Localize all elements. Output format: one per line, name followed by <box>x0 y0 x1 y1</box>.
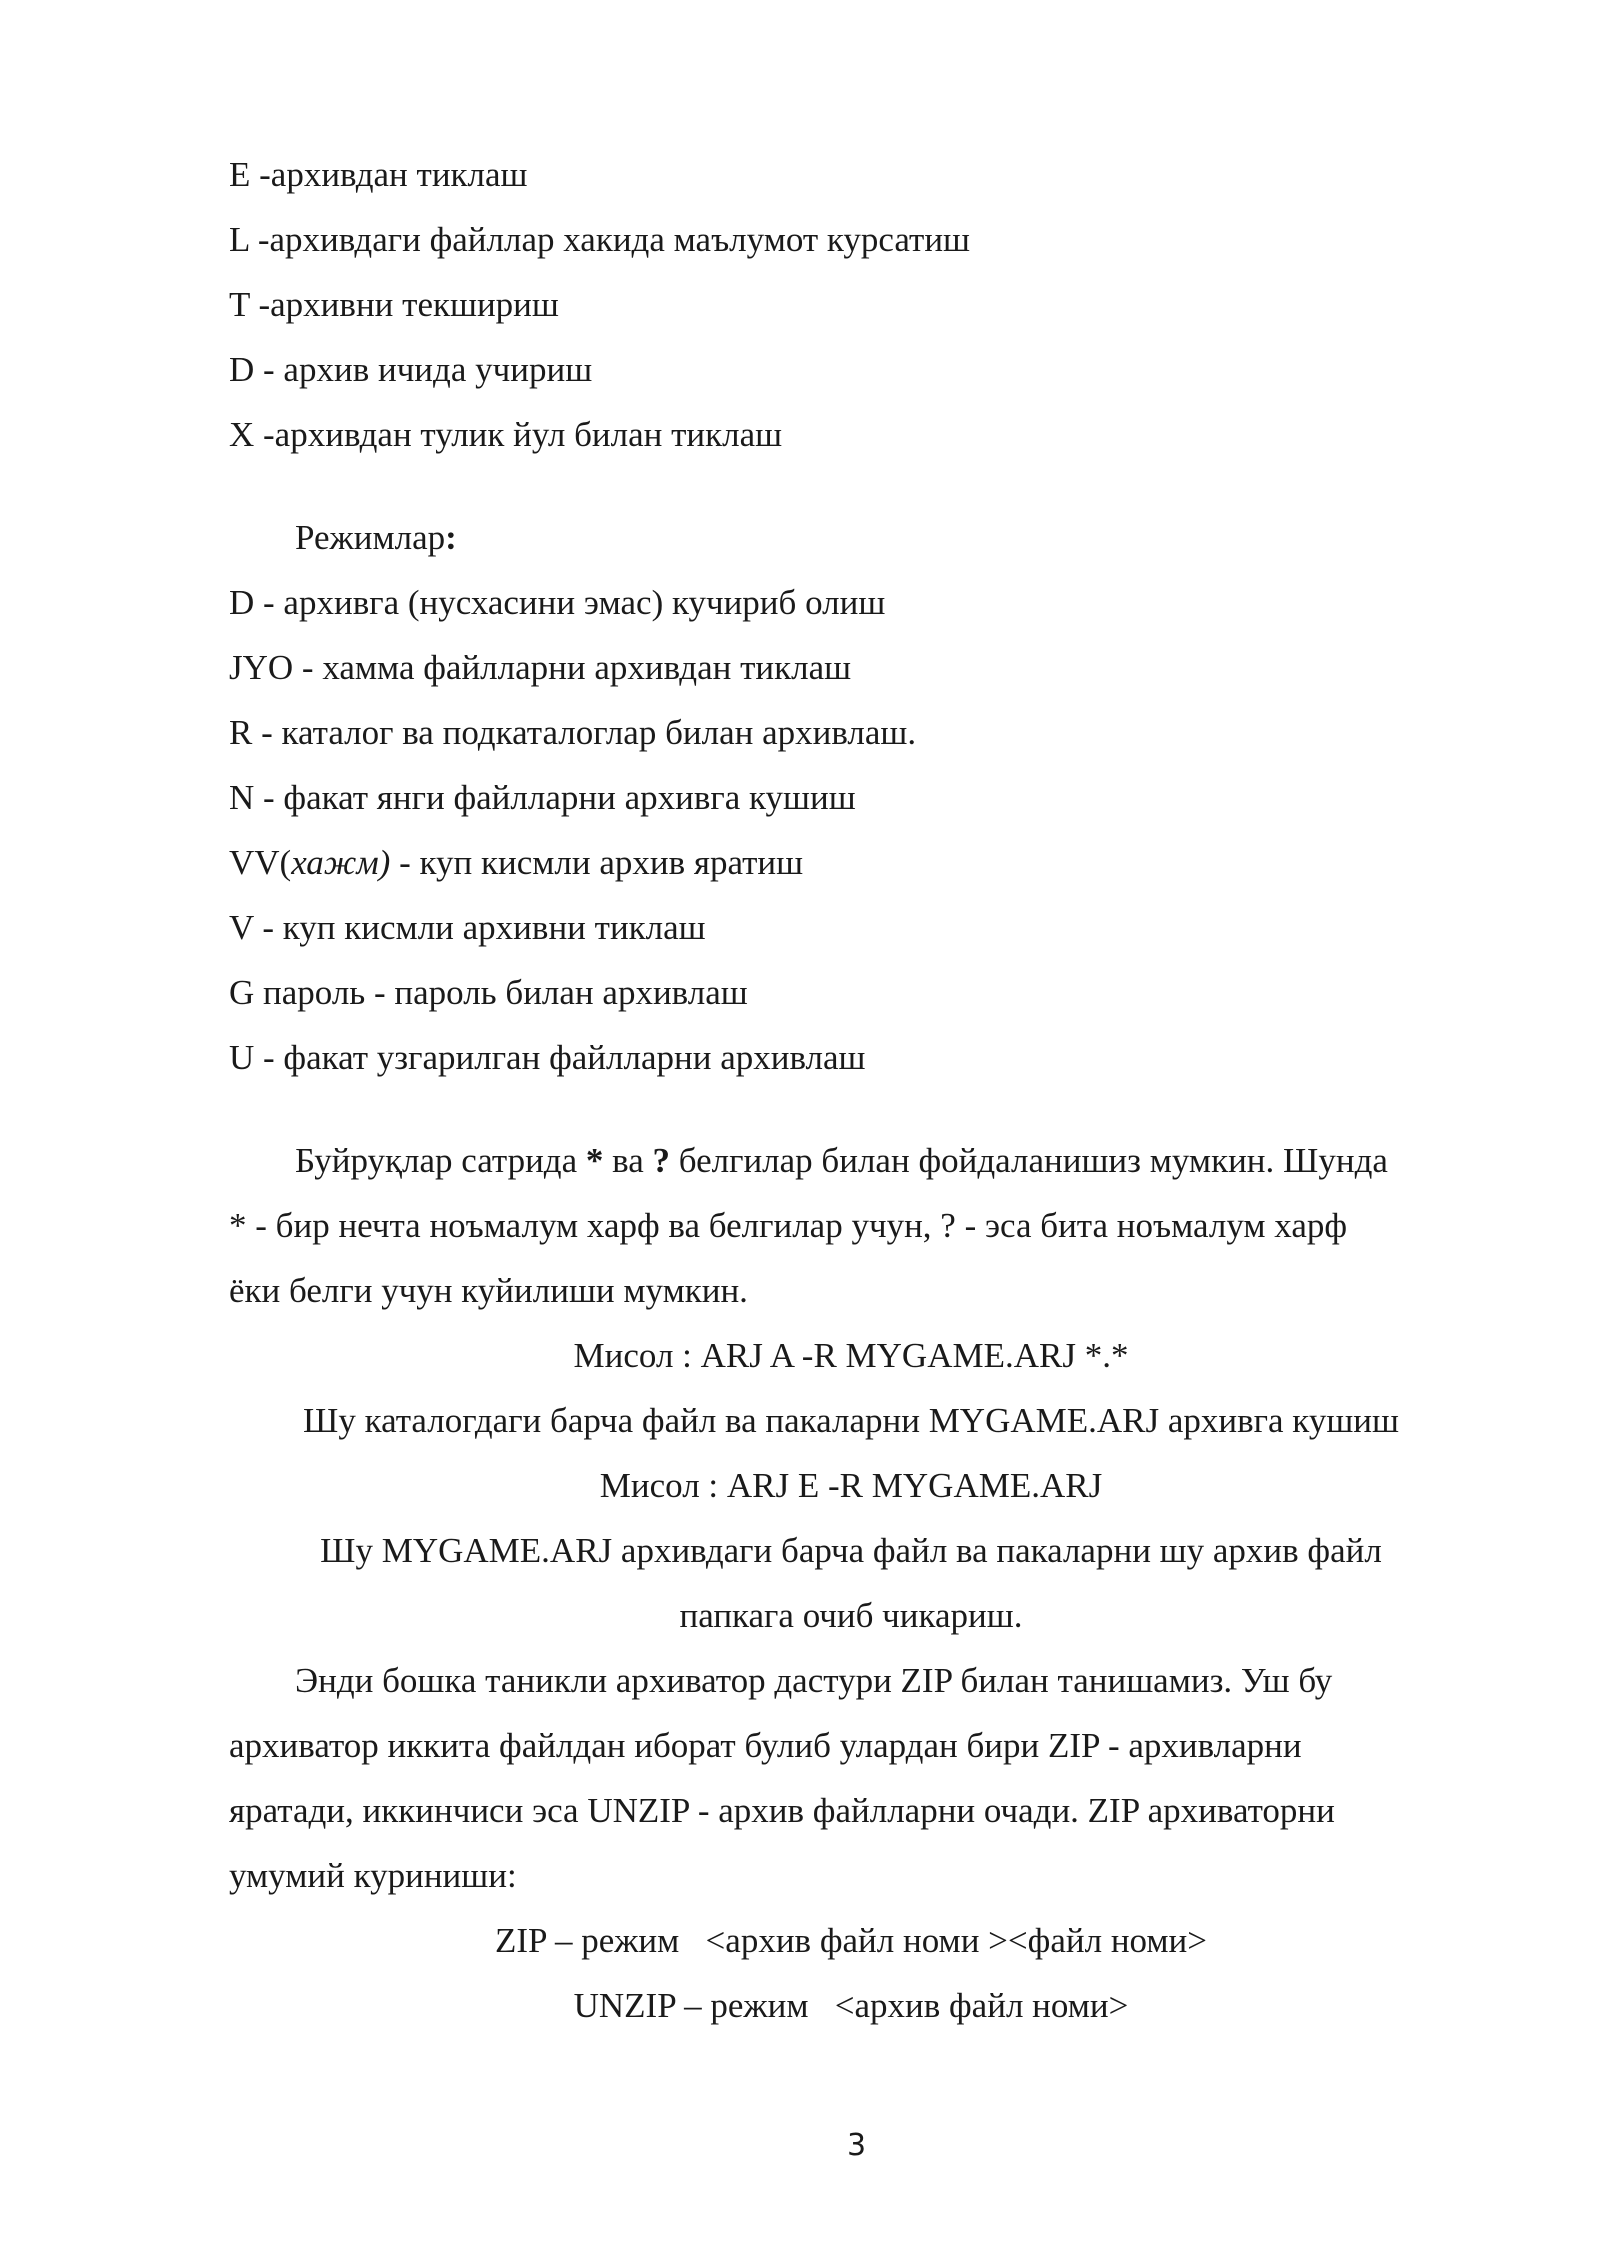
unzip-syntax: UNZIP – режим <архив файл номи> <box>573 1986 1129 2025</box>
example-1: Мисол : ARJ A -R MYGAME.ARJ *.* <box>573 1336 1129 1375</box>
command-l: L -архивдаги файллар хакида маълумот курсатиш <box>229 220 970 259</box>
wildcard-question: ? <box>652 1141 670 1180</box>
wildcard-line-1 <box>295 1139 1388 1183</box>
example-2: Мисол : ARJ E -R MYGAME.ARJ <box>599 1466 1103 1505</box>
command-t: T -архивни текшириш <box>229 285 559 324</box>
mode-r: R - каталог ва подкаталоглар билан архивлаш. <box>229 713 917 752</box>
modes-heading-colon: : <box>445 518 457 557</box>
mode-vv <box>229 841 803 885</box>
wildcard-line-2: * - бир нечта ноъмалум харф ва белгилар учун, ? - эса бита ноъмалум харф <box>229 1206 1348 1245</box>
page-number: 3 <box>846 2128 867 2163</box>
mode-vv-suffix: - куп кисмли архив яратиш <box>390 843 804 882</box>
example-2-desc-2: папкага очиб чикариш. <box>679 1596 1023 1635</box>
mode-d: D - архивга (нусхасини эмас) кучириб олиш <box>229 583 886 622</box>
command-x: X -архивдан тулик йул билан тиклаш <box>229 415 783 454</box>
wildcard-text-c: белгилар билан фойдаланишиз мумкин. Шунда <box>670 1141 1388 1180</box>
command-e: E -архивдан тиклаш <box>229 155 528 194</box>
wildcard-star: * <box>585 1141 604 1180</box>
zip-para-line-2: архиватор иккита файлдан иборат булиб улардан бири ZIP - архивларни <box>229 1726 1302 1765</box>
command-d: D - архив ичида учириш <box>229 350 593 389</box>
zip-para-line-1: Энди бошка таникли архиватор дастури ZIP билан танишамиз. Уш бу <box>295 1661 1333 1700</box>
modes-heading <box>295 516 457 560</box>
example-2-desc-1: Шу MYGAME.ARJ архивдаги барча файл ва пакаларни шу архив файл <box>320 1531 1382 1570</box>
mode-vv-prefix: VV( <box>229 843 292 882</box>
mode-n: N - факат янги файлларни архивга кушиш <box>229 778 856 817</box>
mode-u: U - факат узгарилган файлларни архивлаш <box>229 1038 866 1077</box>
mode-vv-italic: хажм) <box>291 843 391 882</box>
mode-v: V - куп кисмли архивни тиклаш <box>229 908 706 947</box>
modes-heading-text: Режимлар <box>295 518 446 557</box>
wildcard-line-3: ёки белги учун куйилиши мумкин. <box>229 1271 748 1310</box>
mode-g: G пароль - пароль билан архивлаш <box>229 973 748 1012</box>
wildcard-text-a: Буйруқлар сатрида <box>295 1141 586 1180</box>
wildcard-text-b: ва <box>603 1141 653 1180</box>
zip-syntax: ZIP – режим <архив файл номи ><файл номи> <box>495 1921 1207 1960</box>
zip-para-line-3: яратади, иккинчиси эса UNZIP - архив файлларни очади. ZIP архиваторни <box>229 1791 1335 1830</box>
example-1-desc: Шу каталогдаги барча файл ва пакаларни MYGAME.ARJ архивга кушиш <box>303 1401 1399 1440</box>
zip-para-line-4: умумий куриниши: <box>229 1856 517 1895</box>
mode-jyo: JYO - хамма файлларни архивдан тиклаш <box>229 648 852 687</box>
